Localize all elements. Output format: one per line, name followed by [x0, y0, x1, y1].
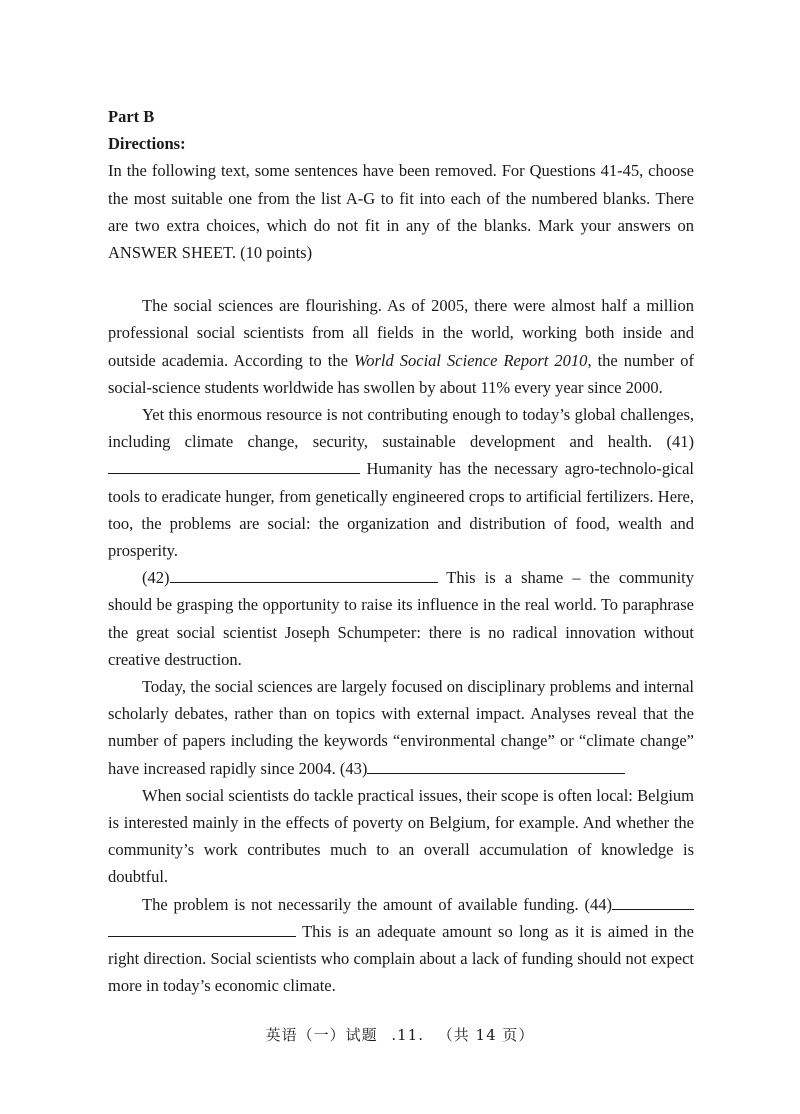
- passage-paragraph-2: [108, 401, 694, 564]
- question-44-blank-part-2[interactable]: [108, 919, 296, 937]
- passage-paragraph-3: [108, 564, 694, 673]
- footer-title: 英语（一）试题: [265, 1026, 378, 1044]
- p6-text-b: This is an adequate amount so long as it is aimed in the right direction. Social scientists who complain about a lack of funding should not expect more in today’s economic climate.: [108, 921, 694, 996]
- passage-paragraph-4: [108, 673, 694, 782]
- part-title: Part B: [108, 107, 155, 126]
- page-footer: [0, 1024, 800, 1045]
- passage-paragraph-6: [108, 891, 694, 1000]
- footer-page-number: .11.: [391, 1026, 424, 1044]
- p1-text-a: The social sciences are flourishing. As of 2005, there were almost half a million professional social scientists from all fields in the world, working both inside and outside academia. According to the: [108, 296, 694, 370]
- section-gap: [108, 266, 694, 292]
- question-41-blank[interactable]: [108, 456, 360, 474]
- directions-text: In the following text, some sentences have been removed. For Questions 41-45, choose the most suitable one from the list A-G to fit into each of the numbered blanks. There are two extra choices, which do not fit in any of the blanks. Mark your answers on ANSWER SHEET. (10 points): [108, 161, 694, 262]
- question-44-number: (44): [584, 894, 612, 914]
- page-content: [108, 103, 694, 999]
- footer-total-pages: （共 14 页）: [437, 1026, 535, 1044]
- p2-text-a: Yet this enormous resource is not contributing enough to today’s global challenges, including climate change, security, sustainable development and health.: [108, 405, 694, 452]
- directions-label: Directions:: [108, 134, 186, 154]
- p6-text-a: The problem is not necessarily the amount of available funding.: [142, 894, 585, 914]
- question-42-blank[interactable]: [170, 565, 438, 583]
- question-44-blank-part-1[interactable]: [612, 892, 694, 910]
- question-42-number: (42): [142, 568, 170, 588]
- question-43-number: (43): [339, 758, 368, 778]
- question-43-blank[interactable]: [367, 756, 625, 774]
- passage-paragraph-1: [108, 292, 694, 401]
- p4-text-a: Today, the social sciences are largely focused on disciplinary problems and internal scholarly debates, rather than on topics with external impact. Analyses reveal that the number of papers including the keywords “environmental change” or “climate change” have increased rapidly since 2004.: [108, 677, 694, 778]
- p3-text-b: This is a shame – the community should be grasping the opportunity to raise its influence in the real world. To paraphrase the great social scientist Joseph Schumpeter: there is no radical innovation without creative destruction.: [108, 568, 694, 669]
- report-title: World Social Science Report 2010: [354, 350, 588, 370]
- p1-text-b: , the number of social-science students worldwide has swollen by about 11% every year since 2000.: [108, 350, 694, 397]
- passage-paragraph-5: When social scientists do tackle practical issues, their scope is often local: Belgium is interested mainly in the effects of poverty on Belgium, for example. And whether the community’s work contributes much to an overall accumulation of knowledge is doubtful.: [108, 785, 694, 887]
- question-41-number: (41): [666, 432, 694, 452]
- p2-text-b: Humanity has the necessary agro-technolo-gical tools to eradicate hunger, from genetically engineered crops to artificial fertilizers. Here, too, the problems are social: the organization and distribution of food, wealth and prosperity.: [108, 459, 694, 561]
